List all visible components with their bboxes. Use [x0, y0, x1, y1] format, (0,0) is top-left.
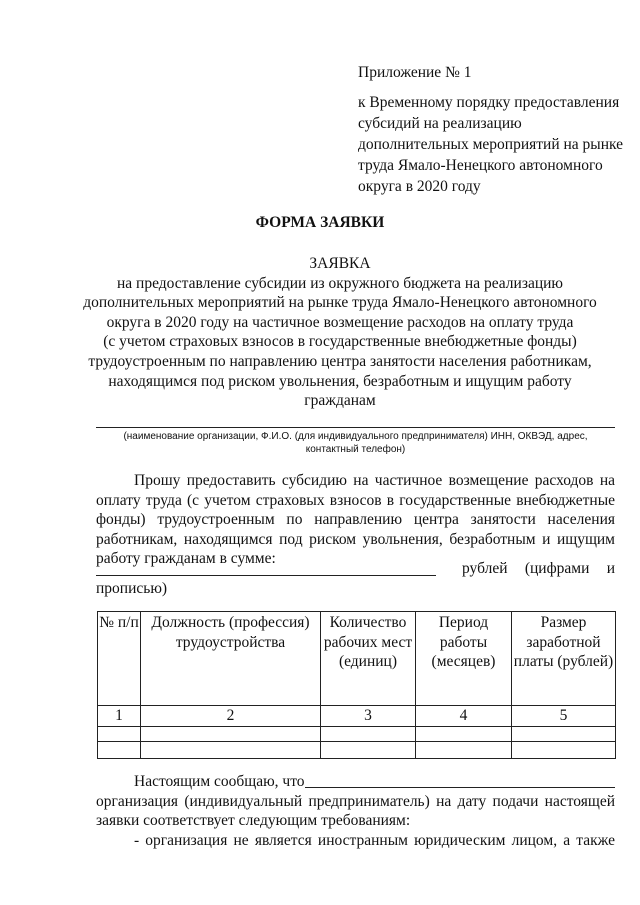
- request-paragraph: [96, 471, 615, 569]
- appendix-line: субсидий на реализацию: [358, 115, 522, 132]
- table-cell[interactable]: [98, 741, 141, 758]
- application-line: на предоставление субсидии из окружного бюджета на реализацию: [117, 274, 563, 292]
- table-row[interactable]: [98, 741, 616, 758]
- table-header-cell: Период работы (месяцев): [416, 612, 512, 706]
- caption-line: контактный телефон): [305, 444, 406, 455]
- organization-name-fill-line[interactable]: [305, 787, 615, 788]
- appendix-block: [358, 62, 623, 197]
- application-line: дополнительных мероприятий на рынке труда Ямало-Ненецкого автономного: [83, 294, 597, 312]
- table-cell[interactable]: [141, 726, 321, 741]
- appendix-number: Приложение № 1: [358, 64, 472, 81]
- table-row[interactable]: [98, 726, 616, 741]
- table-cell: 2: [141, 706, 321, 727]
- table-cell[interactable]: [98, 726, 141, 741]
- application-heading: ЗАЯВКА: [309, 255, 371, 272]
- application-line: находящимся под риском увольнения, безработным и ищущим работу: [108, 372, 572, 390]
- sum-word: и: [606, 560, 615, 577]
- sum-text: [462, 560, 615, 578]
- confirmation-lead: Настоящим сообщаю, что: [134, 773, 305, 790]
- table-cell[interactable]: [416, 726, 512, 741]
- sum-word: рублей: [462, 560, 508, 577]
- appendix-line: дополнительных мероприятий на рынке: [358, 136, 624, 153]
- paragraph-line: заявки соответствует следующим требованиям:: [96, 812, 411, 830]
- paragraph-line: фонды) трудоустроенным по направлению центра занятости населения: [96, 511, 615, 529]
- application-line: гражданам: [304, 392, 376, 410]
- organization-fill-line[interactable]: [96, 427, 615, 428]
- paragraph-line: организация (индивидуальный предприниматель) на дату подачи настоящей: [96, 792, 615, 810]
- appendix-line: округа в 2020 году: [358, 178, 481, 195]
- sum-fill-line[interactable]: [96, 575, 436, 576]
- form-title: ФОРМА ЗАЯВКИ: [255, 214, 385, 231]
- table-cell: 5: [512, 706, 616, 727]
- table-header-cell: Должность (профессия) трудоустройства: [141, 612, 321, 706]
- application-line: трудоустроенным по направлению центра занятости населения работникам,: [88, 352, 592, 370]
- table-cell: 3: [321, 706, 416, 727]
- table-cell[interactable]: [512, 726, 616, 741]
- paragraph-line: работникам, находящимся под риском увольнения, безработным и ищущим: [96, 530, 615, 548]
- table-header-cell: Количество рабочих мест (единиц): [321, 612, 416, 706]
- paragraph-line: работу гражданам в сумме:: [96, 550, 276, 568]
- paragraph-line: Прошу предоставить субсидию на частичное возмещение расходов на: [134, 472, 615, 489]
- positions-table: [97, 611, 616, 759]
- application-line: (с учетом страховых взносов в государственные внебюджетные фонды): [103, 333, 577, 351]
- table-cell[interactable]: [512, 741, 616, 758]
- paragraph-line: оплату труда (с учетом страховых взносов в государственные внебюджетные: [96, 491, 615, 509]
- table-header-cell: Размер заработной платы (рублей): [512, 612, 616, 706]
- table-cell[interactable]: [416, 741, 512, 758]
- table-cell: 1: [98, 706, 141, 727]
- paragraph-line: - организация не является иностранным юридическим лицом, а также: [134, 831, 615, 849]
- table-cell: 4: [416, 706, 512, 727]
- appendix-line: к Временному порядку предоставления: [358, 94, 620, 111]
- caption-line: (наименование организации, Ф.И.О. (для индивидуального предпринимателя) ИНН, ОКВЭД, адрес,: [123, 431, 588, 442]
- sum-in-words-label: прописью): [96, 580, 168, 597]
- table-header-cell: № п/п: [98, 612, 141, 706]
- confirmation-paragraph: [96, 772, 615, 850]
- table-cell[interactable]: [141, 741, 321, 758]
- table-numbering-row: [98, 706, 616, 727]
- table-header-row: [98, 612, 616, 706]
- sum-word: (цифрами: [524, 560, 590, 577]
- appendix-line: труда Ямало-Ненецкого автономного: [358, 157, 603, 174]
- application-title-block: [60, 254, 620, 411]
- table-cell[interactable]: [321, 726, 416, 741]
- organization-caption: [96, 430, 615, 456]
- application-line: округа в 2020 году на частичное возмещение расходов на оплату труда: [106, 313, 574, 331]
- table-cell[interactable]: [321, 741, 416, 758]
